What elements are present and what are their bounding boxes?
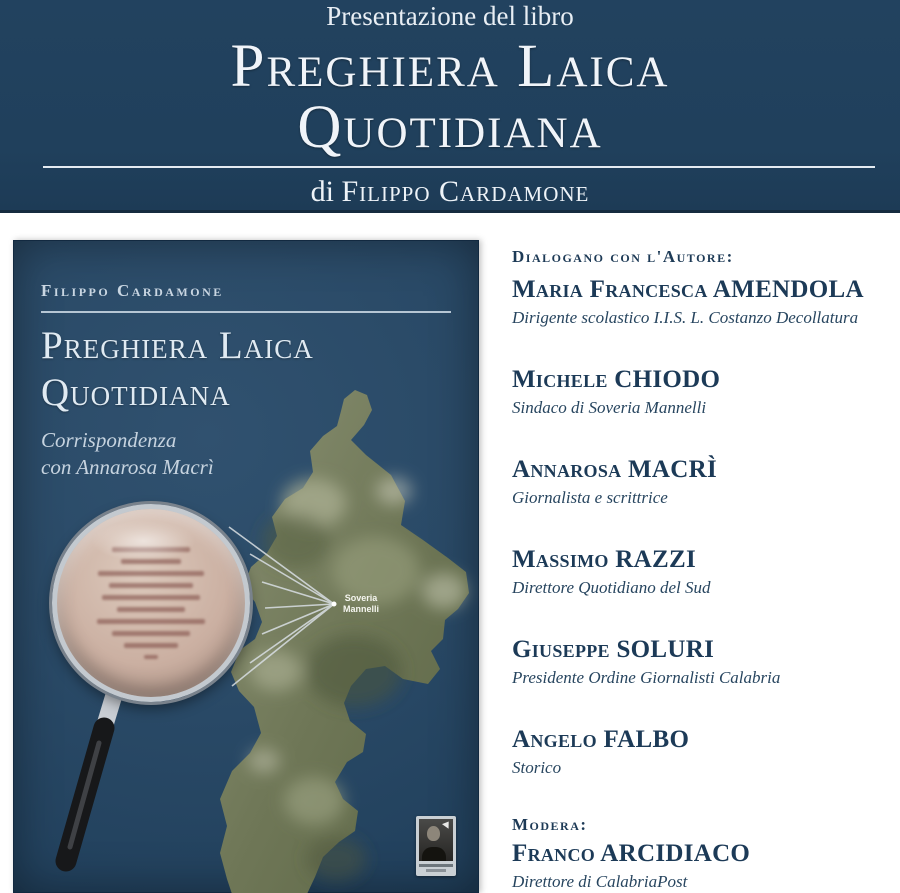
poster-title-line1: Preghiera Laica [230,33,670,100]
town-marker-dot [332,602,337,607]
cover-subtitle-line2: con Annarosa Macrì [41,455,214,479]
speaker-name [512,365,894,395]
speaker-given-name: Massimo [512,546,609,573]
publisher-logo-caption-bar [426,869,446,872]
byline-prefix: di [310,175,342,208]
speaker-macri [512,455,894,508]
speaker-role: Giornalista e scrittrice [512,488,668,507]
speaker-razzi [512,545,894,598]
moderator-arcidiaco [512,839,894,892]
speaker-role: Sindaco di Soveria Mannelli [512,398,707,417]
magnifier-handle [66,695,114,861]
plaque-line [112,547,191,552]
moderator-role: Direttore di CalabriaPost [512,872,688,891]
header-banner [0,0,900,213]
poster-byline [311,175,590,209]
bird-icon [442,819,452,829]
speaker-given-name: Giuseppe [512,636,610,663]
map-town-label-line2: Mannelli [342,604,380,614]
speaker-family-name: CHIODO [614,366,721,393]
plaque-line [121,559,181,564]
speaker-amendola [512,275,894,328]
moderator-family-name: ARCIDIACO [600,840,751,867]
speaker-family-name: SOLURI [616,636,715,663]
speaker-soluri [512,635,894,688]
portrait-body-shape [422,847,446,861]
speaker-role: Storico [512,758,562,777]
publisher-logo [416,816,456,876]
cover-author-rule [41,311,451,313]
speaker-name [512,275,894,305]
cover-title-line2: Quotidiana [41,371,231,414]
plaque-line [102,595,200,600]
byline-author: Filippo Cardamone [341,175,590,208]
speakers-column [512,247,894,892]
publisher-logo-portrait [419,819,453,861]
book-cover [13,240,479,893]
plaque-line [112,631,191,636]
kicker-text: Presentazione del libro [326,1,574,31]
speaker-name [512,455,894,485]
speaker-given-name: Michele [512,366,608,393]
portrait-head-shape [427,826,440,841]
publisher-logo-caption-bar [419,864,453,867]
speaker-falbo [512,725,894,778]
speaker-chiodo [512,365,894,418]
plaque-line [98,571,204,576]
speaker-name [512,545,894,575]
cover-author: Filippo Cardamone [41,281,224,300]
speaker-family-name: AMENDOLA [712,276,864,303]
speaker-family-name: FALBO [603,726,690,753]
cover-subtitle-line1: Corrispondenza [41,428,177,452]
speaker-role: Dirigente scolastico I.I.S. L. Costanzo Decollatura [512,308,859,327]
speaker-name [512,725,894,755]
header-divider [43,166,875,168]
map-town-label-line1: Soveria [344,593,378,603]
speaker-given-name: Annarosa [512,456,622,483]
speaker-name [512,635,894,665]
plaque-line [124,643,178,648]
plaque-signature-mark [144,655,158,659]
moderator-name [512,839,894,869]
speaker-family-name: MACRÌ [628,456,718,483]
speaker-role: Presidente Ordine Giornalisti Calabria [512,668,781,687]
magnifier-lens-plaque [52,504,250,702]
speaker-given-name: Maria Francesca [512,276,708,303]
speakers-heading: Dialogano con l'Autore: [512,247,734,266]
moderator-given-name: Franco [512,840,596,867]
plaque-line [117,607,185,612]
speaker-family-name: RAZZI [615,546,696,573]
cover-title-line1: Preghiera Laica [41,324,314,367]
speaker-role: Direttore Quotidiano del Sud [512,578,711,597]
speaker-given-name: Angelo [512,726,597,753]
moderator-heading: Modera: [512,815,588,834]
plaque-line [97,619,206,624]
plaque-line [109,583,193,588]
poster-title-line2: Quotidiana [297,94,603,161]
